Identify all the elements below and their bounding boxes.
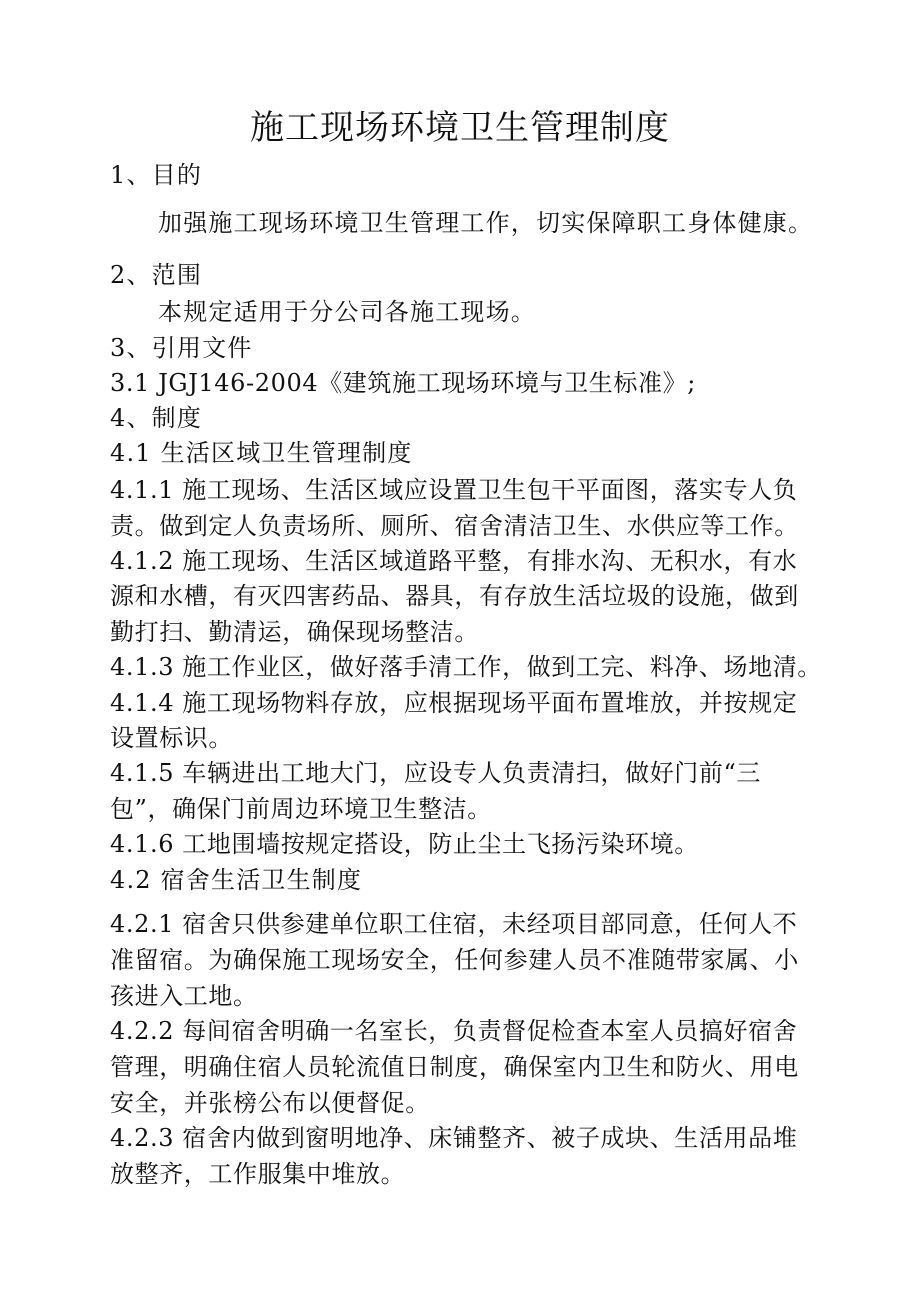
section-4-1-4-line-2: 设置标识。 (110, 724, 233, 752)
section-4-heading: 4、制度 (110, 404, 203, 432)
section-4-1-4-line-1: 4.1.4 施工现场物料存放，应根据现场平面布置堆放，并按规定 (110, 689, 798, 717)
section-4-2-2-line-3: 安全，并张榜公布以便督促。 (110, 1089, 430, 1117)
section-4-2-3-line-2: 放整齐，工作服集中堆放。 (110, 1160, 406, 1188)
section-4-1-5-line-1: 4.1.5 车辆进出工地大门，应设专人负责清扫，做好门前“三 (110, 759, 761, 787)
section-4-2-heading: 4.2 宿舍生活卫生制度 (110, 866, 363, 894)
section-4-2-2-line-1: 4.2.2 每间宿舍明确一名室长，负责督促检查本室人员搞好宿舍 (110, 1017, 798, 1045)
section-4-1-3: 4.1.3 施工作业区，做好落手清工作，做到工完、料净、场地清。 (110, 653, 822, 681)
section-4-1-2-line-1: 4.1.2 施工现场、生活区域道路平整，有排水沟、无积水，有水 (110, 547, 798, 575)
section-2-text: 本规定适用于分公司各施工现场。 (158, 298, 536, 326)
section-4-1-2-line-2: 源和水槽，有灭四害药品、器具，有存放生活垃圾的设施，做到 (110, 582, 799, 610)
section-4-2-1-line-3: 孩进入工地。 (110, 982, 258, 1010)
section-4-1-1-line-1: 4.1.1 施工现场、生活区域应设置卫生包干平面图，落实专人负 (110, 476, 798, 504)
section-3-1: 3.1 JGJ146-2004《建筑施工现场环境与卫生标准》; (110, 369, 696, 397)
section-1-text: 加强施工现场环境卫生管理工作，切实保障职工身体健康。 (158, 209, 814, 237)
section-4-2-2-line-2: 管理，明确住宿人员轮流值日制度，确保室内卫生和防火、用电 (110, 1053, 799, 1081)
section-3-heading: 3、引用文件 (110, 334, 253, 362)
section-4-2-1-line-2: 准留宿。为确保施工现场安全，任何参建人员不准随带家属、小 (110, 946, 799, 974)
section-4-2-1-line-1: 4.2.1 宿舍只供参建单位职工住宿，未经项目部同意，任何人不 (110, 910, 798, 938)
section-4-1-heading: 4.1 生活区域卫生管理制度 (110, 439, 413, 467)
section-4-1-5-line-2: 包”，确保门前周边环境卫生整洁。 (110, 795, 492, 823)
section-4-1-2-line-3: 勤打扫、勤清运，确保现场整洁。 (110, 618, 479, 646)
section-2-heading: 2、范围 (110, 261, 203, 289)
page-title: 施工现场环境卫生管理制度 (250, 108, 670, 148)
section-4-1-6: 4.1.6 工地围墙按规定搭设，防止尘土飞扬污染环境。 (110, 830, 699, 858)
section-4-2-3-line-1: 4.2.3 宿舍内做到窗明地净、床铺整齐、被子成块、生活用品堆 (110, 1124, 798, 1152)
section-4-1-1-line-2: 责。做到定人负责场所、厕所、宿舍清洁卫生、水供应等工作。 (110, 512, 799, 540)
section-1-heading: 1、目的 (110, 161, 203, 189)
